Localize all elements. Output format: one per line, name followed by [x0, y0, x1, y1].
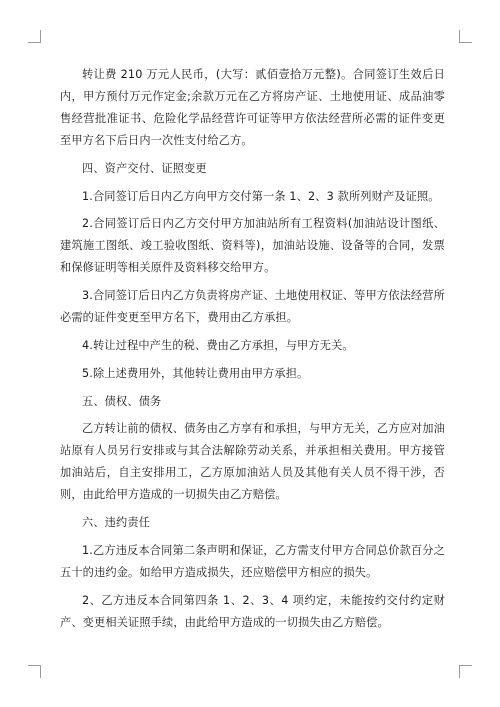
paragraph-clause-6-2: 2、乙方违反本合同第四条 1、2、3、4 项约定，未能按约交付约定财产、变更相关证照手续，由此给甲方造成的一切损失由乙方赔偿。	[60, 593, 445, 629]
paragraph-clause-4-4: 4.转让过程中产生的税、费由乙方承担，与甲方无关。	[82, 338, 354, 352]
paragraph-clause-4-5: 5.除上述费用外，其他转让费用由甲方承担。	[82, 366, 309, 380]
section-heading-asset-delivery: 四、资产交付、证照变更	[82, 161, 207, 175]
section-heading-debts: 五、债权、债务	[82, 394, 162, 408]
paragraph-debts: 乙方转让前的债权、债务由乙方享有和承担，与甲方无关，乙方应对加油站原有人员另行安排或与其合法解除劳动关系，并承担相关费用。甲方接管加油站后，自主安排用工，乙方原加油站人员及其他有关人员不得干涉，否则，由此给甲方造成的一切损失由乙方赔偿。	[60, 422, 445, 502]
crop-mark-bottom-right	[459, 665, 472, 678]
section-heading-breach: 六、违约责任	[82, 516, 151, 530]
paragraph-clause-4-3: 3.合同签订后日内乙方负责将房产证、土地使用权证、等甲方依法经营所必需的证件变更至甲方名下，费用由乙方承担。	[60, 289, 445, 325]
crop-mark-bottom-left	[28, 665, 41, 678]
paragraph-clause-6-1: 1.乙方违反本合同第二条声明和保证，乙方需支付甲方合同总价款百分之五十的违约金。如给甲方造成损失，还应赔偿甲方相应的损失。	[60, 543, 445, 579]
paragraph-clause-4-2: 2.合同签订后日内乙方交付甲方加油站所有工程资料(加油站设计图纸、建筑施工图纸、竣工验收图纸、资料等)，加油站设施、设备等的合同，发票和保修证明等相关原件及资料移交给甲方。	[60, 217, 445, 275]
document-body	[60, 64, 445, 640]
paragraph-clause-4-1: 1.合同签订后日内乙方向甲方交付第一条 1、2、3 款所列财产及证照。	[82, 189, 440, 203]
crop-mark-top-right	[459, 30, 472, 43]
paragraph-transfer-fee: 转让费 210 万元人民币，(大写：贰佰壹拾万元整)。合同签订生效后日内，甲方预付万元作定金;余款万元在乙方将房产证、土地使用证、成品油零售经营批准证书、危险化学品经营许可证等甲方依法经营所必需的证件变更至甲方名下后日内一次性支付给乙方。	[60, 68, 445, 147]
crop-mark-top-left	[28, 30, 41, 43]
